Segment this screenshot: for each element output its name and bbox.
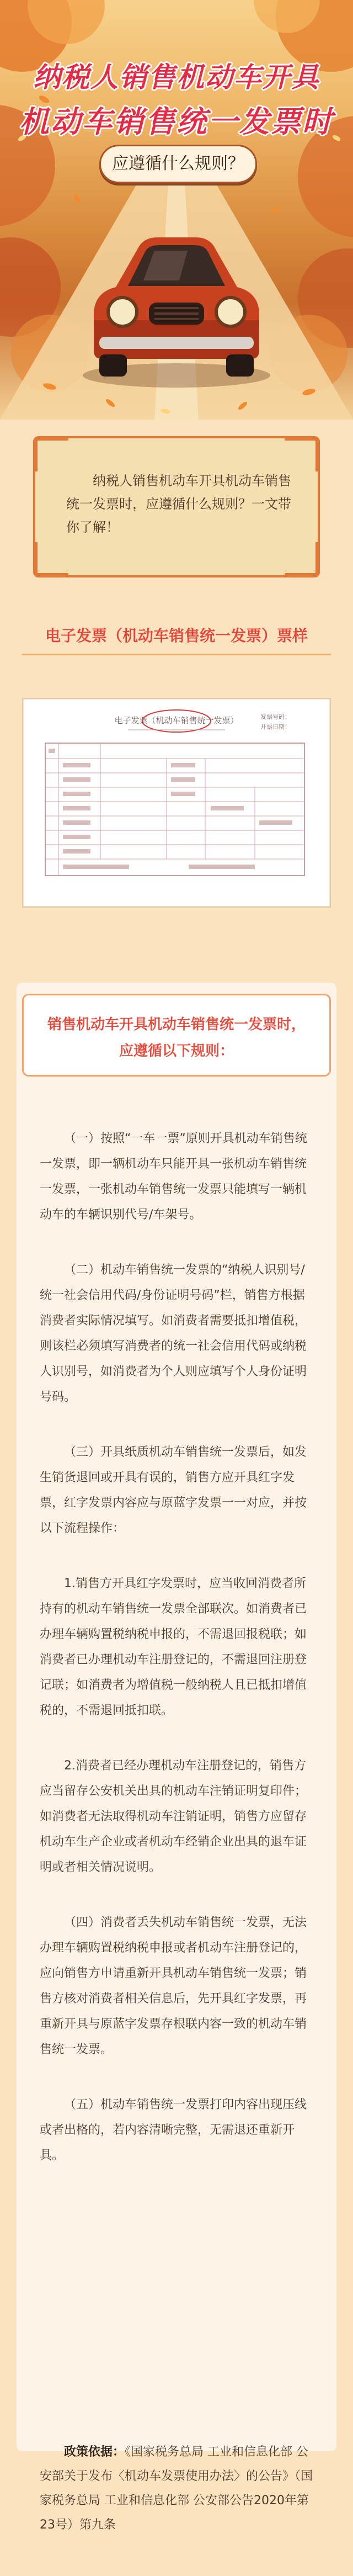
corner-decoration [285,436,320,471]
hero-subtitle-pill: 应遵循什么规则？ [99,145,257,183]
rules-heading-box [22,994,331,1077]
rule-paragraph: （二）机动车销售统一发票的“纳税人识别号/统一社会信用代码/身份证明号码”栏，销售方根据消费者实际情况填写。如消费者需要抵扣增值税，则该栏必须填写消费者的统一社会信用代码或纳税人识别号，如消费者为个人则应填写个人身份证明号码。 [40,1263,307,1404]
hero-title-line-2: 机动车销售统一发票时 [19,104,334,139]
rule-paragraph: 2.消费者已经办理机动车注册登记的，销售方应当留存公安机关出具的机动车注销证明复印件；如消费者无法取得机动车注销证明，销售方应留存机动车生产企业或者机动车经销企业出具的退车证明或者相关情况说明。 [40,1759,307,1874]
invoice-sample-image [22,698,331,908]
rules-heading-line-1: 销售机动车开具机动车销售统一发票时， [47,1016,306,1033]
car-illustration [77,210,276,392]
sample-divider [22,654,331,655]
rule-paragraph: 1.销售方开具红字发票时，应当收回消费者所持有的机动车销售统一发票全部联次。如消费者已办理车辆购置税纳税申报的，不需退回报税联；如消费者已办理机动车注册登记的，不需退回注册登记联；如消费者为增值税一般纳税人且已抵扣增值税的，不需退回抵扣联。 [40,1577,307,1718]
invoice-form-graphic [23,699,330,907]
hero-banner [0,0,353,420]
intro-card [33,436,320,577]
rules-body [40,1126,315,2198]
policy-basis [40,2440,315,2537]
corner-decoration [33,436,68,471]
policy-basis-text: 《国家税务总局 工业和信息化部 公安部关于发布〈机动车发票使用办法〉的公告》（国家税务总局 工业和信息化部 公安部公告2020年第23号）第九条 [40,2445,313,2532]
svg-text:发票号码：: 发票号码： [260,714,291,720]
invoice-heading: 电子发票（机动车销售统一发票） [114,716,239,725]
svg-text:开票日期：: 开票日期： [260,724,291,730]
rule-paragraph: （一）按照“一车一票”原则开具机动车销售统一发票，即一辆机动车只能开具一张机动车销售统一发票，一张机动车销售统一发票只能填写一辆机动车的车辆识别代号/车架号。 [40,1132,307,1222]
policy-basis-label: 政策依据： [64,2445,125,2459]
sample-section-title: 电子发票（机动车销售统一发票）票样 [45,627,308,645]
rule-paragraph: （三）开具纸质机动车销售统一发票后，如发生销货退回或开具有误的，销售方应开具红字发票，红字发票内容应与原蓝字发票一一对应，并按以下流程操作： [40,1445,307,1535]
intro-text: 纳税人销售机动车开具机动车销售统一发票时，应遵循什么规则？一文带你了解！ [66,473,291,535]
rule-paragraph: （五）机动车销售统一发票打印内容出现压线或者出格的，若内容清晰完整，无需退还重新开具。 [40,2098,307,2162]
rules-heading-line-2: 应遵循以下规则： [119,1043,234,1059]
rule-paragraph: （四）消费者丢失机动车销售统一发票，无法办理车辆购置税纳税申报或者机动车注册登记的，应向销售方申请重新开具机动车销售统一发票；销售方核对消费者相关信息后，先开具红字发票，再重新开具与原蓝字发票存根联内容一致的机动车销售统一发票。 [40,1916,307,2056]
corner-decoration [33,542,68,577]
corner-decoration [285,542,320,577]
hero-title-line-1: 纳税人销售机动车开具 [33,61,320,93]
